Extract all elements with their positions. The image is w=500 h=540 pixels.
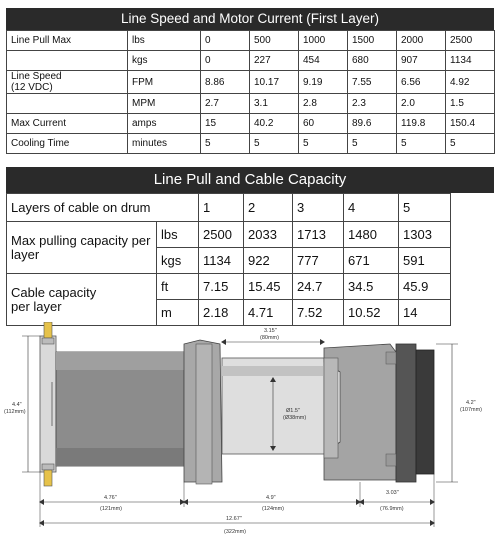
unit-cell: lbs <box>157 222 199 248</box>
gear-length-mm: (76.9mm) <box>380 506 404 512</box>
value-cell: 1000 <box>299 31 348 51</box>
bottom-nut <box>42 464 54 470</box>
layer-number: 1 <box>199 194 244 222</box>
row-label <box>7 51 128 71</box>
value-cell: 3.1 <box>250 94 299 114</box>
layers-label: Layers of cable on drum <box>7 194 199 222</box>
value-cell: 34.5 <box>344 274 399 300</box>
overall-length-label: 12.67" <box>226 516 242 522</box>
value-cell: 591 <box>399 248 451 274</box>
value-cell: 922 <box>244 248 293 274</box>
value-cell: 14 <box>399 300 451 326</box>
row-label <box>7 71 128 94</box>
value-cell: 2.3 <box>348 94 397 114</box>
row-label: Max pulling capacity per layer <box>7 222 157 274</box>
value-cell: 0 <box>201 31 250 51</box>
mid-length-mm: (124mm) <box>262 506 285 512</box>
end-cap <box>416 350 434 474</box>
line-speed-table <box>6 30 495 154</box>
motor-length-label: 4.76" <box>104 495 117 501</box>
value-cell: 6.56 <box>397 71 446 94</box>
table2-title: Line Pull and Cable Capacity <box>6 167 494 193</box>
value-cell: 8.86 <box>201 71 250 94</box>
value-cell: 45.9 <box>399 274 451 300</box>
row-label: Line Pull Max <box>7 31 128 51</box>
value-cell: 1134 <box>446 51 495 71</box>
row-label: Max Current <box>7 114 128 134</box>
layer-number: 2 <box>244 194 293 222</box>
layer-number: 4 <box>344 194 399 222</box>
layer-number: 5 <box>399 194 451 222</box>
value-cell: 0 <box>201 51 250 71</box>
value-cell: 2033 <box>244 222 293 248</box>
line-speed-voltage: (12 VDC) <box>11 82 53 93</box>
table-row <box>7 194 495 222</box>
value-cell: 2.0 <box>397 94 446 114</box>
table-row <box>7 94 495 114</box>
right-height-mm: (107mm) <box>460 407 483 413</box>
overall-length-mm: (322mm) <box>224 529 247 535</box>
value-cell: 2.18 <box>199 300 244 326</box>
value-cell: 15.45 <box>244 274 293 300</box>
table-row <box>7 114 495 134</box>
layer-number: 3 <box>293 194 344 222</box>
left-height-mm: (112mm) <box>4 409 26 415</box>
value-cell: 2500 <box>446 31 495 51</box>
value-cell: 2.7 <box>201 94 250 114</box>
unit-cell: ft <box>157 274 199 300</box>
value-cell: 5 <box>250 134 299 154</box>
value-cell: 119.8 <box>397 114 446 134</box>
unit-cell: lbs <box>128 31 201 51</box>
table-row <box>7 71 495 94</box>
row-label <box>7 94 128 114</box>
value-cell: 15 <box>201 114 250 134</box>
top-bolt <box>44 322 52 338</box>
value-cell: 7.55 <box>348 71 397 94</box>
drum-width-label: 3.15" <box>264 328 277 334</box>
motor-length-mm: (121mm) <box>100 506 123 512</box>
value-cell: 10.17 <box>250 71 299 94</box>
row-label: Cable capacity per layer <box>7 274 157 326</box>
unit-cell: amps <box>128 114 201 134</box>
unit-cell: kgs <box>128 51 201 71</box>
value-cell: 4.92 <box>446 71 495 94</box>
value-cell: 40.2 <box>250 114 299 134</box>
top-nut <box>42 338 54 344</box>
value-cell: 1134 <box>199 248 244 274</box>
value-cell: 5 <box>201 134 250 154</box>
table-row <box>7 31 495 51</box>
unit-cell: kgs <box>157 248 199 274</box>
bottom-bolt <box>44 470 52 486</box>
value-cell: 1480 <box>344 222 399 248</box>
value-cell: 227 <box>250 51 299 71</box>
value-cell: 2.8 <box>299 94 348 114</box>
right-height-label: 4.2" <box>466 400 476 406</box>
value-cell: 5 <box>348 134 397 154</box>
line-speed-label: Line Speed <box>11 71 62 82</box>
drum-width-mm: (80mm) <box>260 335 279 341</box>
drum-diameter-label: Ø1.5" <box>286 408 300 414</box>
winch-dimension-drawing <box>0 322 500 540</box>
value-cell: 60 <box>299 114 348 134</box>
value-cell: 680 <box>348 51 397 71</box>
table-row <box>7 51 495 71</box>
table-row <box>7 222 495 248</box>
value-cell: 5 <box>446 134 495 154</box>
table1-title: Line Speed and Motor Current (First Layer) <box>6 8 494 30</box>
value-cell: 1713 <box>293 222 344 248</box>
left-height-label: 4.4" <box>12 402 22 408</box>
value-cell: 9.19 <box>299 71 348 94</box>
clutch-housing <box>396 344 416 482</box>
value-cell: 7.15 <box>199 274 244 300</box>
value-cell: 500 <box>250 31 299 51</box>
mid-length-label: 4.9" <box>266 495 276 501</box>
value-cell: 671 <box>344 248 399 274</box>
drum-diameter-mm: (Ø38mm) <box>283 415 307 421</box>
value-cell: 89.6 <box>348 114 397 134</box>
value-cell: 454 <box>299 51 348 71</box>
value-cell: 2000 <box>397 31 446 51</box>
gear-length-label: 3.03" <box>386 490 399 496</box>
table-row <box>7 134 495 154</box>
left-end-plate <box>40 336 56 472</box>
value-cell: 2500 <box>199 222 244 248</box>
table-row <box>7 274 495 300</box>
value-cell: 777 <box>293 248 344 274</box>
value-cell: 150.4 <box>446 114 495 134</box>
value-cell: 5 <box>397 134 446 154</box>
row-label: Cooling Time <box>7 134 128 154</box>
value-cell: 10.52 <box>344 300 399 326</box>
unit-cell: minutes <box>128 134 201 154</box>
unit-cell: FPM <box>128 71 201 94</box>
value-cell: 7.52 <box>293 300 344 326</box>
value-cell: 1.5 <box>446 94 495 114</box>
value-cell: 4.71 <box>244 300 293 326</box>
line-pull-table <box>6 193 495 326</box>
unit-cell: MPM <box>128 94 201 114</box>
value-cell: 907 <box>397 51 446 71</box>
value-cell: 1500 <box>348 31 397 51</box>
value-cell: 1303 <box>399 222 451 248</box>
unit-cell: m <box>157 300 199 326</box>
value-cell: 24.7 <box>293 274 344 300</box>
value-cell: 5 <box>299 134 348 154</box>
